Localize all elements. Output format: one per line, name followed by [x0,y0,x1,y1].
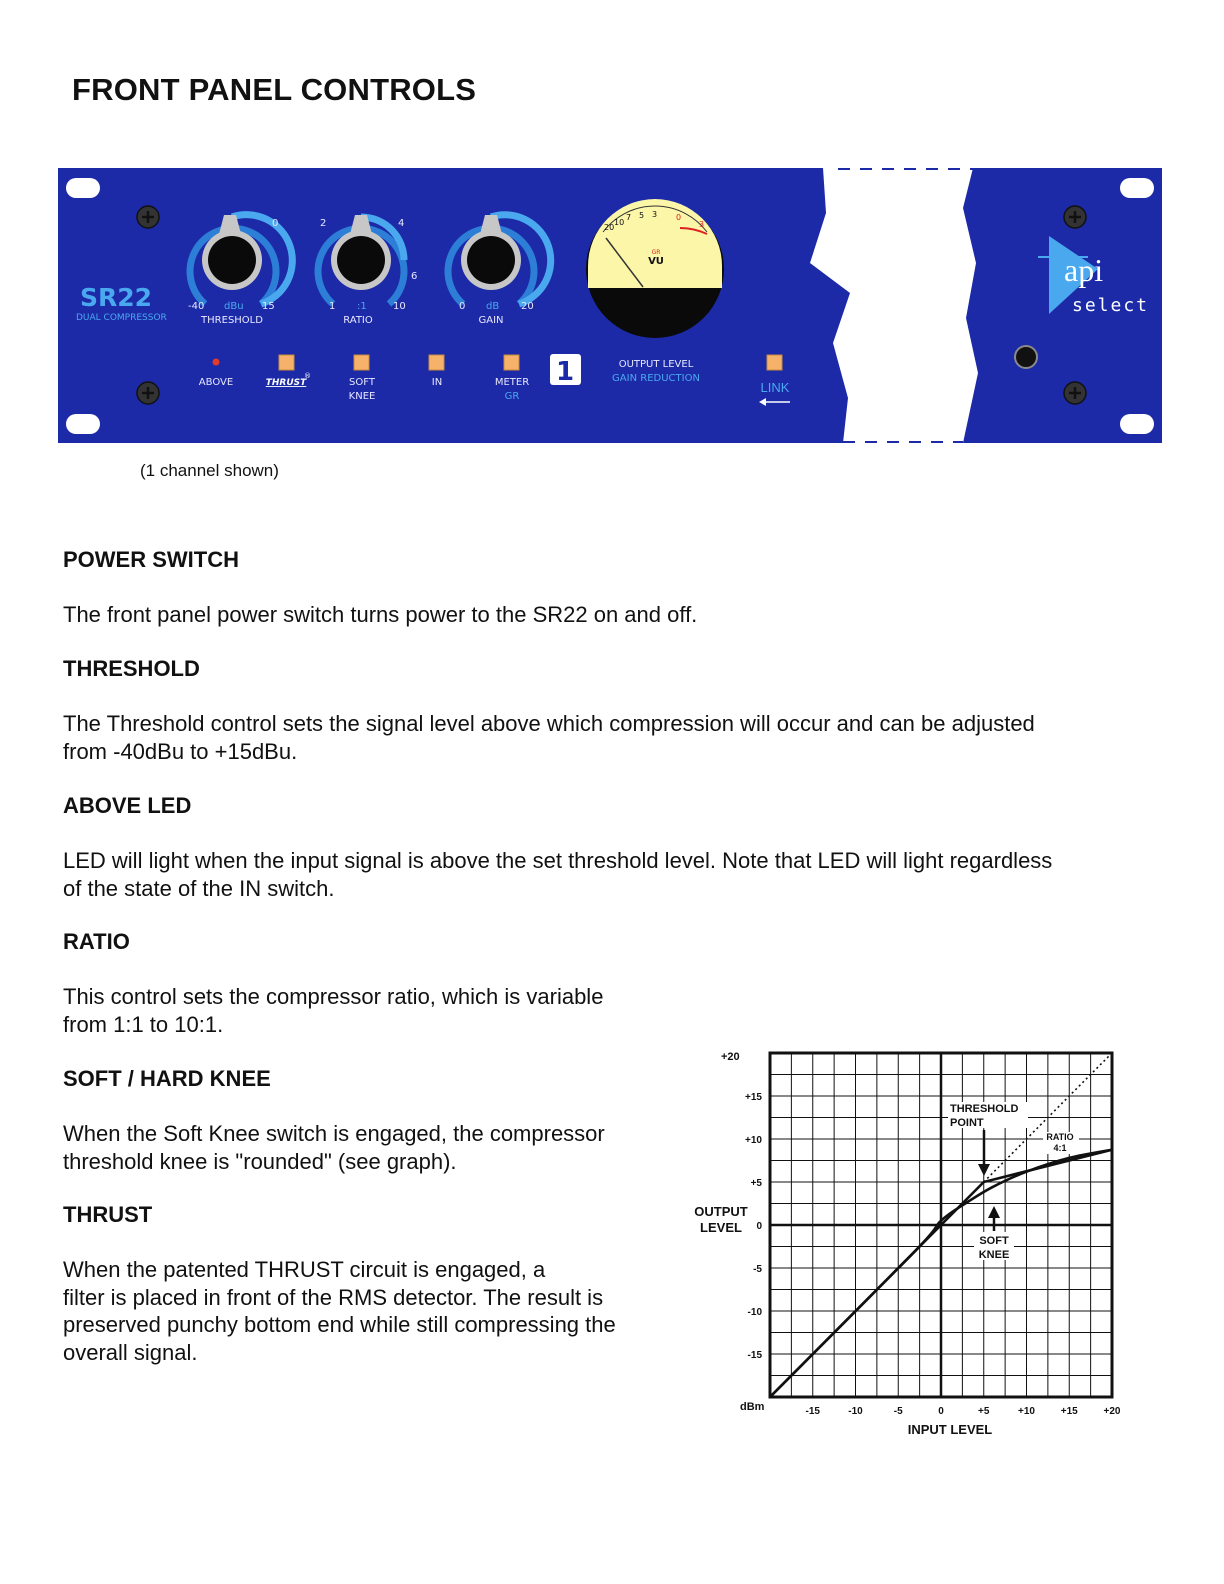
x-tick-label: 0 [938,1406,944,1417]
vu-gr-label: GR [651,249,661,256]
section-body-power-switch: The front panel power switch turns power to the SR22 on and off. [63,602,698,627]
y-tick-label: +15 [745,1092,762,1103]
x-axis-label: INPUT LEVEL [907,1422,993,1437]
section-heading-power-switch: POWER SWITCH [63,547,239,572]
section-body-soft-hard-knee: When the Soft Knee switch is engaged, the compressor threshold knee is "rounded" (see graph). [63,1121,605,1174]
channel-number: 1 [555,357,575,387]
page-title: FRONT PANEL CONTROLS [72,72,477,107]
y-tick-label: +5 [750,1178,762,1189]
vu-scale-tick: 0 [676,213,682,222]
ratio-annotation: 4:1 [1053,1143,1067,1153]
gain-label: GAIN [478,315,504,326]
thrust-label: THRUST [265,378,307,388]
thrust-switch [279,355,294,370]
vu-scale-tick: 3 [699,220,705,229]
meter-gr-label: GR [504,391,520,402]
in-label: IN [431,377,443,388]
link-label: LINK [760,380,790,395]
brand-logo: SR22 [80,283,153,312]
y-tick-label: -15 [747,1350,762,1361]
soft-knee-annotation: SOFT [979,1235,1009,1247]
section-heading-ratio: RATIO [63,929,130,954]
ratio-tick-label: 2 [320,218,327,229]
threshold-label: THRESHOLD [201,315,263,326]
section-heading-threshold: THRESHOLD [63,656,200,681]
x-tick-label: +5 [978,1406,990,1417]
brand-subtitle: DUAL COMPRESSOR [76,313,167,323]
soft-knee-switch [354,355,369,370]
ratio-unit-label: :1 [357,301,367,312]
rack-slot [66,178,100,198]
gain-unit-label: dB [486,301,500,312]
output-level-label: OUTPUT LEVEL [618,359,694,370]
front-panel-illustration [58,168,1162,443]
section-heading-above-led: ABOVE LED [63,793,192,818]
ratio-tick-label: 4 [398,218,405,229]
section-body-threshold: The Threshold control sets the signal level above which compression will occur and can be adjusted from -40dBu to +15dBu. [63,711,1035,764]
section-body-above-led: LED will light when the input signal is above the set threshold level. Note that LED will light regardless of the state of the IN switch. [63,848,1053,901]
x-tick-label: -15 [805,1406,820,1417]
section-heading-thrust: THRUST [63,1202,153,1227]
figure-caption: (1 channel shown) [140,461,279,480]
unit-label: dBm [740,1401,765,1413]
section-body-ratio: This control sets the compressor ratio, which is variable from 1:1 to 10:1. [63,984,604,1037]
vu-scale-tick: 7 [626,213,632,222]
compression-curve-graph [680,1040,1140,1450]
logo-select-text: select [1072,295,1150,316]
soft-knee-annotation: KNEE [978,1249,1010,1261]
threshold-point-annotation: THRESHOLD [950,1103,1019,1115]
y-tick-label: -10 [747,1307,762,1318]
rack-slot [1120,414,1154,434]
vu-scale-tick: 10 [614,218,625,227]
gain-reduction-label: GAIN REDUCTION [612,373,700,384]
y-axis-label: LEVEL [700,1220,742,1235]
y-tick-label: +10 [745,1135,762,1146]
x-tick-label: +15 [1060,1406,1078,1417]
soft-knee-label: SOFT [349,377,375,388]
vu-scale-tick: 20 [604,223,615,232]
logo-api-text: api [1064,252,1104,288]
rack-slot [66,414,100,434]
in-switch [429,355,444,370]
above-label: ABOVE [198,377,234,388]
threshold-unit-label: dBu [224,301,244,312]
vu-scale-tick: 5 [639,211,645,220]
registered-mark: ® [304,372,311,380]
threshold-min-label: -40 [188,301,205,312]
ratio-label: RATIO [343,315,373,326]
headphone-jack-icon [1015,346,1037,368]
rack-slot [1120,178,1154,198]
ratio-max-label: 10 [393,301,406,312]
above-led [213,359,220,366]
ratio-tick-label: 6 [411,271,418,282]
y-tick-label: +20 [721,1051,740,1063]
y-tick-label: 0 [756,1221,762,1232]
vu-label: VU [648,256,664,267]
vu-scale-tick: 3 [652,210,658,219]
threshold-max-label: 15 [262,301,275,312]
y-tick-label: -5 [753,1264,762,1275]
meter-switch [504,355,519,370]
y-axis-label: OUTPUT [694,1204,748,1219]
threshold-point-annotation: POINT [950,1117,984,1129]
soft-knee-label: KNEE [348,391,376,402]
x-tick-label: +20 [1103,1406,1121,1417]
x-tick-label: +10 [1018,1406,1035,1417]
gain-max-label: 20 [521,301,534,312]
x-tick-label: -10 [848,1406,863,1417]
ratio-min-label: 1 [329,301,336,312]
section-body-thrust: When the patented THRUST circuit is engaged, a filter is placed in front of the RMS detector. The result is preserved punchy bottom end while still compressing the overall signal. [63,1257,616,1365]
threshold-top-label: 0 [272,218,279,229]
section-heading-soft-hard-knee: SOFT / HARD KNEE [63,1066,271,1091]
x-tick-label: -5 [893,1406,903,1417]
ratio-annotation: RATIO [1046,1132,1074,1142]
gain-min-label: 0 [459,301,466,312]
link-switch [767,355,782,370]
meter-label: METER [494,377,530,388]
